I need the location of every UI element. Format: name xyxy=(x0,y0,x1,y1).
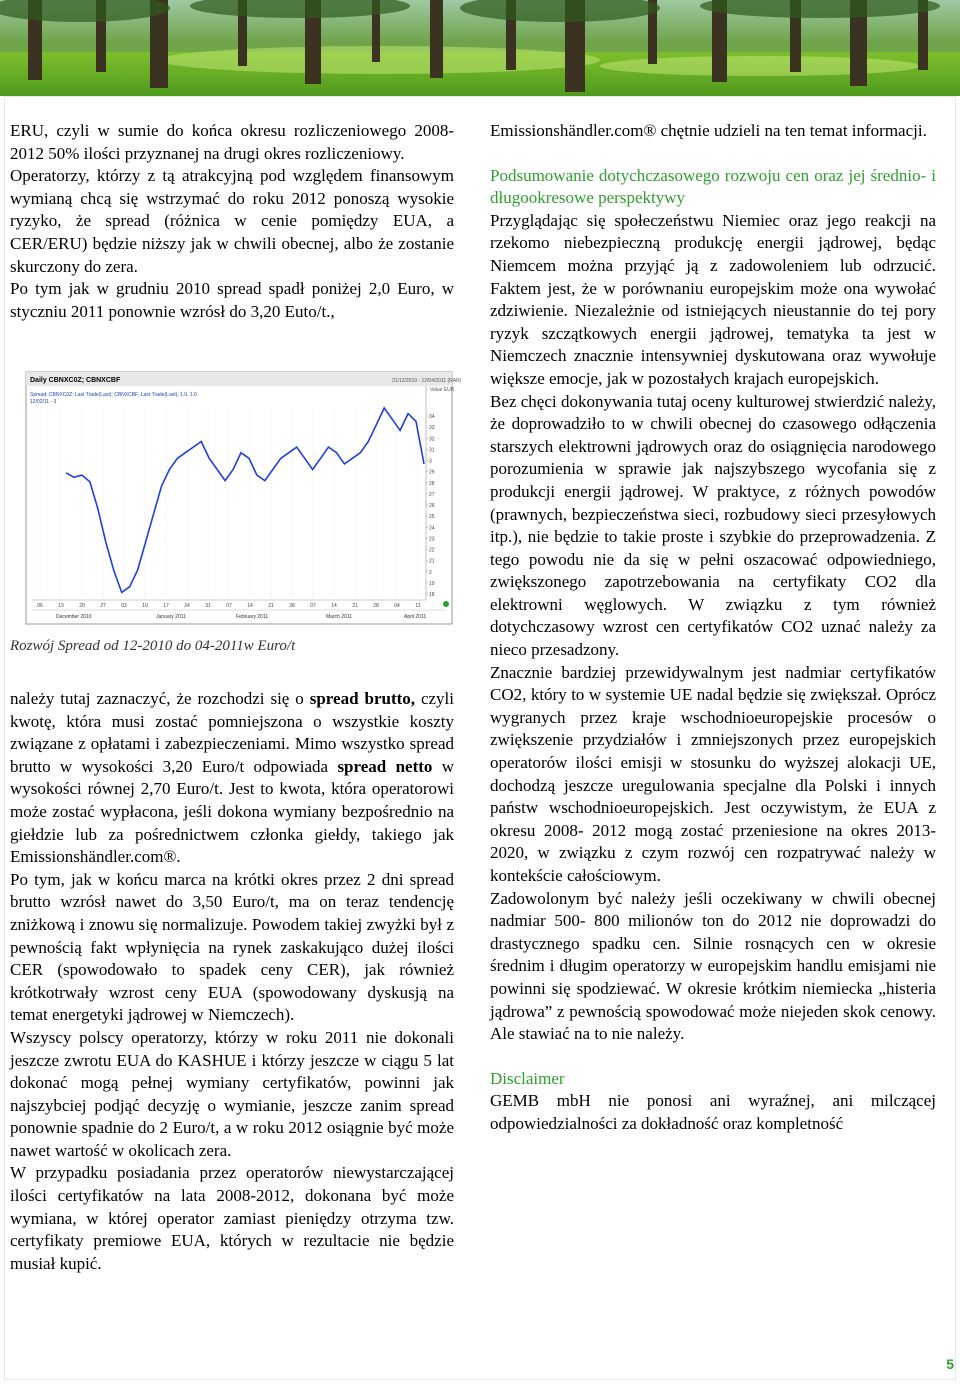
disclaimer-heading: Disclaimer xyxy=(490,1068,565,1088)
x-tick-label: 28 xyxy=(373,603,379,609)
y-tick-label: 23 xyxy=(429,536,435,543)
y-tick-label: 19 xyxy=(429,580,435,587)
x-tick-label: 17 xyxy=(163,603,169,609)
paragraph: Po tym, jak w końcu marca na krótki okres przez 2 dni spread brutto wzrósł nawet do 3,50 Euro/t, ma on teraz tendencję zniżkową i znowu się normalizuje. Powodem takiej zwyżki był z pewnością fakt wpłynięcia na rynek zaskakująco dużej ilości CER (spowodowało to spadek ceny CER), jak również krótkotrwały wzrost ceny EUA (spowodowany dyskusją na temat energetyki jądrowej w Niemczech). xyxy=(10,869,454,1025)
forest-banner-image xyxy=(0,0,960,96)
x-tick-label: 10 xyxy=(142,603,148,609)
paragraph: Bez chęci dokonywania tutaj oceny kulturowej stwierdzić należy, że doprowadziło to w chwili obecnej do czasowego odłączenia starszych elektrowni jądrowych oraz do osiągnięcia narodowego porozumienia w sprawie jak najszybszego wycofania się z produkcji energii jądrowej. W praktyce, z różnych powodów (prawnych, bezpieczeństwa sieci, rozbudowy sieci przesyłowych itp.), nie będzie to takie proste i szybkie do przeprowadzenia. Z tego powodu nie da się w pełni oszacować odpowiedniego, zwiększonego zapotrzebowania na certyfikaty CO2 dla elektrowni węglowych. W związku z tym również dotychczasowy wzrost cen certyfikatów CO2 uznać należy za nieco przesadzony. xyxy=(490,391,936,660)
x-tick-label: 21 xyxy=(352,603,358,609)
y-tick-label: 24 xyxy=(429,525,435,532)
y-tick-label: 31 xyxy=(429,447,435,454)
paragraph: Po tym jak w grudniu 2010 spread spadł poniżej 2,0 Euro, w styczniu 2011 ponownie wzrósł do 3,20 Euto/t., xyxy=(10,279,454,321)
text-run: w wysokości równej 2,70 Euro/t. Jest to kwota, która operatorowi może zostać wypłacona, jeśli dokona wymiany bezpośrednio na giełdzie lub za pośrednictwem członka giełdy, takiego jak Emissionshändler.com®. xyxy=(10,756,454,867)
bold-text: spread brutto, xyxy=(309,689,416,708)
spread-chart-svg xyxy=(26,372,462,624)
y-tick-label: 25 xyxy=(429,514,435,521)
section-heading: Podsumowanie dotychczasowego rozwoju cen oraz jej średnio- i długookresowe perspektywy xyxy=(490,165,936,208)
y-tick-label: 33 xyxy=(429,425,435,432)
left-column-bottom xyxy=(10,688,454,1275)
y-tick-label: 29 xyxy=(429,469,435,476)
month-label: March 2011 xyxy=(326,614,353,620)
y-tick-label: 3 xyxy=(429,458,432,465)
chart-caption: Rozwój Spread od 12-2010 do 04-2011w Euro/t xyxy=(10,638,296,654)
paragraph xyxy=(10,688,454,869)
chart-title: Daily CBNXC0Z; CBNXCBF xyxy=(30,377,121,384)
y-tick-label: 26 xyxy=(429,503,435,509)
x-tick-label: 14 xyxy=(331,603,337,609)
x-tick-label: 03 xyxy=(121,603,127,609)
x-tick-label: 07 xyxy=(310,603,316,609)
month-label: April 2011 xyxy=(404,614,427,620)
paragraph: Emissionshändler.com® chętnie udzieli na ten temat informacji. xyxy=(490,121,927,140)
bold-text: spread netto xyxy=(337,756,433,776)
x-tick-label: 27 xyxy=(100,603,106,609)
paragraph: ERU, czyli w sumie do końca okresu rozliczeniowego 2008- 2012 50% ilości przyznanej na drugi okres rozliczeniowy. xyxy=(10,121,454,163)
x-tick-label: 07 xyxy=(226,603,232,609)
x-tick-label: 28 xyxy=(289,603,295,609)
month-label: December 2010 xyxy=(56,614,92,620)
y-tick-label: 2 xyxy=(429,569,432,576)
x-tick-label: 11 xyxy=(415,603,421,609)
y-tick-label: 32 xyxy=(429,436,435,443)
paragraph: GEMB mbH nie ponosi ani wyraźnej, ani milczącej odpowiedzialności za dokładność oraz kompletność xyxy=(490,1091,936,1133)
chart-subtitle: Spread; CBNXC0Z; Last Trade(Last); CBNXCBF; Last Trade(Last); 1.0, 1.0 xyxy=(30,392,197,398)
chart-date-label: 12/02/11 - 3 xyxy=(30,399,57,405)
spread-chart xyxy=(26,372,462,624)
x-tick-label: 06 xyxy=(37,603,43,609)
x-tick-label: 20 xyxy=(79,603,85,609)
y-tick-label: 27 xyxy=(429,491,435,498)
left-column-top xyxy=(10,120,454,323)
chart-value-label: Value EUR xyxy=(430,387,455,393)
text-run: należy tutaj zaznaczyć, że rozchodzi się o xyxy=(10,689,310,708)
y-tick-label: 28 xyxy=(429,480,435,487)
text-run: czyli kwotę, która musi zostać pomniejszona o wszystkie koszty związane z opłatami i zabezpieczeniami. Mimo wszystko spread brutto w wysokości 3,20 Euro/t odpowiada xyxy=(10,689,454,776)
chart-frame xyxy=(26,372,452,624)
chart-corner-marker xyxy=(443,601,449,607)
x-tick-label: 04 xyxy=(394,603,400,609)
x-tick-label: 21 xyxy=(268,603,274,609)
month-label: February 2011 xyxy=(236,614,269,620)
month-label: January 2011 xyxy=(156,614,186,620)
x-tick-label: 14 xyxy=(247,603,253,609)
y-tick-label: 18 xyxy=(429,592,435,598)
paragraph: Przyglądając się społeczeństwu Niemiec oraz jego reakcji na rzekomo niebezpieczną produkcję energii jądrowej, będąc Niemcem można przyjąć ją z zadowoleniem lub odrzucić. Faktem jest, że w porównaniu europejskim może ona wywołać zdziwienie. Niezależnie od istniejących nieustannie do tej pory ryzyk szczątkowych energii jądrowej, tematyka ta jest w Niemczech znacznie intensywniej dyskutowana oraz wywołuje większe emocje, jak w pozostałych krajach europejskich. xyxy=(490,210,936,388)
right-column xyxy=(490,120,936,1136)
chart-range-label: 31/12/2010 - 12/04/2011 (RAR) xyxy=(392,378,462,384)
y-tick-label: 21 xyxy=(429,558,435,565)
y-tick-label: 34 xyxy=(429,414,435,420)
paragraph: Zadowolonym być należy jeśli oczekiwany w chwili obecnej nadmiar 500- 800 milionów ton do 2012 nie doprowadzi do drastycznego spadku cen. Silnie rosnących cen w okresie średnim i długim operatorzy w europejskim handlu emisjami nie powinni się spodziewać. W okresie krótkim niemiecka „histeria jądrowa” z pewnością spowodować może niejeden skok cenowy. Ale stawiać na to nie należy. xyxy=(490,888,936,1044)
y-tick-label: 22 xyxy=(429,547,435,554)
paragraph: Operatorzy, którzy z tą atrakcyjną pod względem finansowym wymianą chcą się wstrzymać do roku 2012 ponoszą wysokie ryzyko, że spread (różnica w cenie pomiędzy EUA, a CER/ERU) będzie niższy jak w chwili obecnej, albo że zostanie skurczony do zera. xyxy=(10,166,454,276)
page-number: 5 xyxy=(946,1356,954,1372)
x-tick-label: 13 xyxy=(58,603,64,609)
paragraph: W przypadku posiadania przez operatorów niewystarczającej ilości certyfikatów na lata 2008-2012, dokonana być może wymiana, w której operator zamiast pieniędzy otrzyma tzw. certyfikaty premiowe EUA, których w rezultacie nie będzie musiał kupić. xyxy=(10,1163,454,1273)
x-tick-label: 31 xyxy=(205,603,211,609)
x-tick-label: 24 xyxy=(184,603,190,609)
paragraph: Znacznie bardziej przewidywalnym jest nadmiar certyfikatów CO2, który to w systemie UE nadal będzie się zwiększał. Oprócz wygranych przez kraje wschodnioeuropejskie procesów o zwiększenie przydziałów i zmniejszonych przez europejskich operatorów ilości emisji w stosunku do wyższej alokacji UE, dochodzą jeszcze uregulowania specjalne dla Polski i innych państw wschodnioeuropejskich. Jest oczywistym, że EUA z okresu 2008- 2012 mogą zostać przeniesione na okres 2013- 2020, w związku z czym rozwój cen rozpatrywać należy w kontekście całościowym. xyxy=(490,662,936,885)
paragraph: Wszyscy polscy operatorzy, którzy w roku 2011 nie dokonali jeszcze zwrotu EUA do KASHUE i którzy jeszcze w ciągu 5 lat dokonać mogą pełnej wymiany certyfikatów, powinni jak najszybciej podjąć decyzję o wymianie, jeszcze zanim spread ponownie spadnie do 2 Euro/t, a w roku 2012 osiągnie być może nawet wartość w okolicach zera. xyxy=(10,1027,454,1160)
